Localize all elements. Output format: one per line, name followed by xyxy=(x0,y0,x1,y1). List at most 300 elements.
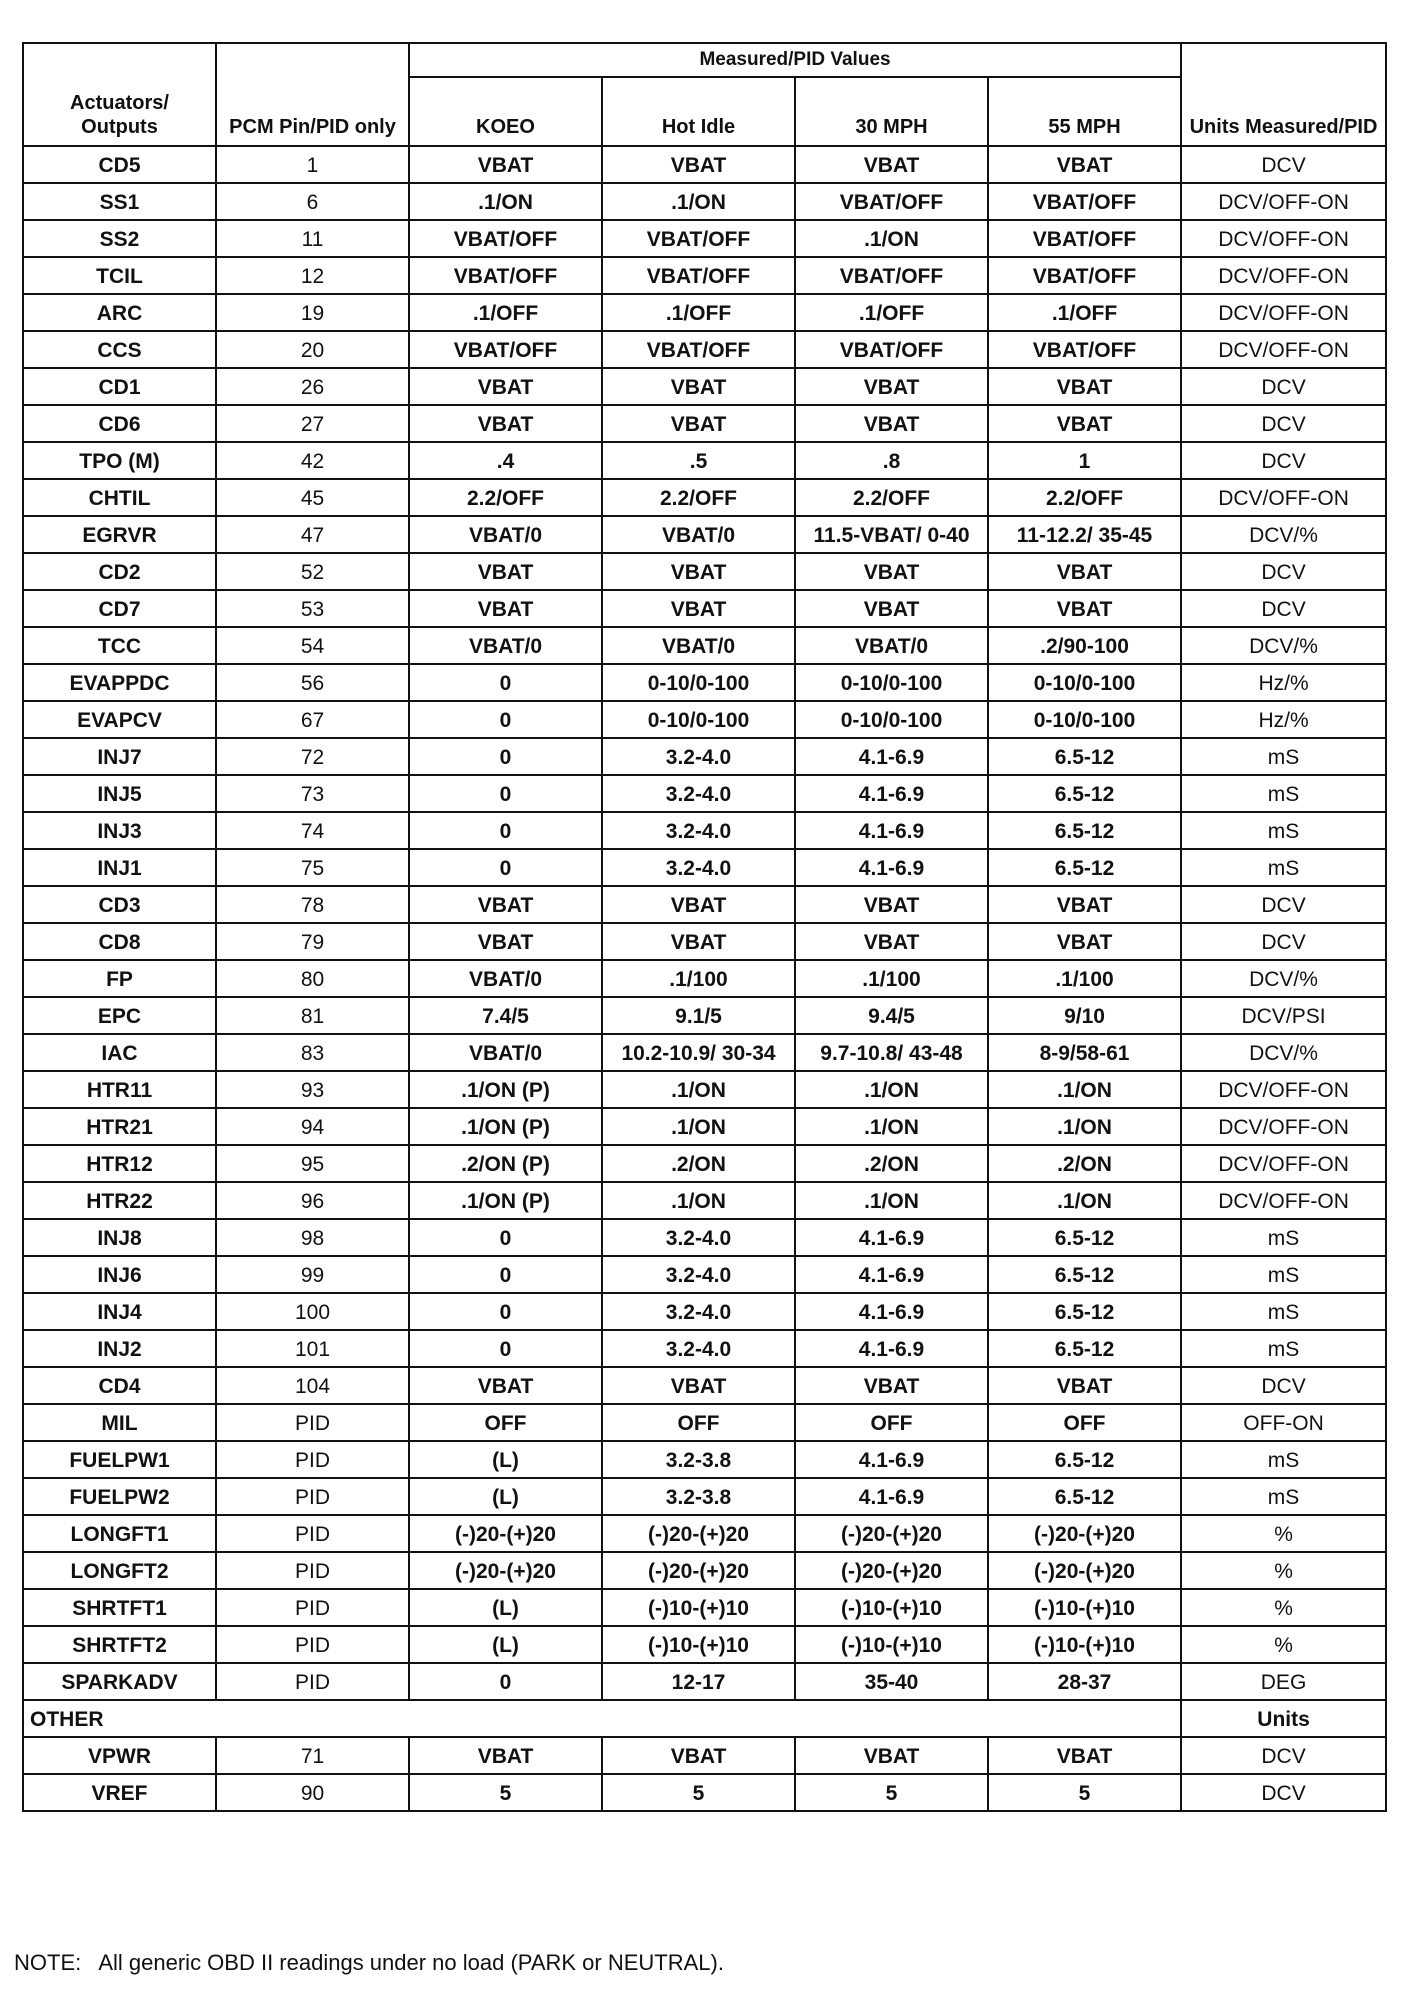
pid-values-sheet xyxy=(22,42,1385,1812)
pcm-pin-cell: PID xyxy=(216,1626,409,1663)
table-row xyxy=(23,146,1386,183)
koeo-value-cell: VBAT xyxy=(409,1737,602,1774)
units-cell: DCV xyxy=(1181,1367,1386,1404)
30mph-value-cell: VBAT/0 xyxy=(795,627,988,664)
hot-idle-value-cell: 3.2-4.0 xyxy=(602,1330,795,1367)
condition-header-30mph: 30 MPH xyxy=(795,77,988,146)
output-name-cell: ARC xyxy=(23,294,216,331)
output-name-cell: HTR22 xyxy=(23,1182,216,1219)
55mph-value-cell: 6.5-12 xyxy=(988,1441,1181,1478)
table-row xyxy=(23,1256,1386,1293)
output-name-cell: INJ7 xyxy=(23,738,216,775)
pcm-pin-cell: 96 xyxy=(216,1182,409,1219)
table-row xyxy=(23,1626,1386,1663)
table-row xyxy=(23,442,1386,479)
hot-idle-value-cell: .1/100 xyxy=(602,960,795,997)
55mph-value-cell: (-)10-(+)10 xyxy=(988,1626,1181,1663)
30mph-value-cell: 4.1-6.9 xyxy=(795,849,988,886)
table-row xyxy=(23,997,1386,1034)
table-row xyxy=(23,1737,1386,1774)
table-row xyxy=(23,1441,1386,1478)
table-row xyxy=(23,590,1386,627)
units-cell: % xyxy=(1181,1589,1386,1626)
table-row xyxy=(23,1330,1386,1367)
30mph-value-cell: (-)20-(+)20 xyxy=(795,1515,988,1552)
koeo-value-cell: (L) xyxy=(409,1478,602,1515)
koeo-value-cell: 0 xyxy=(409,1256,602,1293)
measured-values-header: Measured/PID Values xyxy=(409,43,1181,77)
koeo-value-cell: VBAT/0 xyxy=(409,960,602,997)
30mph-value-cell: VBAT xyxy=(795,405,988,442)
55mph-value-cell: 9/10 xyxy=(988,997,1181,1034)
koeo-value-cell: VBAT xyxy=(409,368,602,405)
output-name-cell: EVAPPDC xyxy=(23,664,216,701)
condition-header-hot-idle: Hot Idle xyxy=(602,77,795,146)
pcm-pin-cell: 72 xyxy=(216,738,409,775)
koeo-value-cell: (-)20-(+)20 xyxy=(409,1515,602,1552)
hot-idle-value-cell: OFF xyxy=(602,1404,795,1441)
output-name-cell: INJ3 xyxy=(23,812,216,849)
hot-idle-value-cell: VBAT xyxy=(602,146,795,183)
table-row xyxy=(23,516,1386,553)
pcm-pin-cell: 98 xyxy=(216,1219,409,1256)
55mph-value-cell: .1/ON xyxy=(988,1108,1181,1145)
table-row xyxy=(23,1108,1386,1145)
output-name-cell: LONGFT1 xyxy=(23,1515,216,1552)
units-cell: DCV/OFF-ON xyxy=(1181,479,1386,516)
hot-idle-value-cell: VBAT/0 xyxy=(602,627,795,664)
hot-idle-value-cell: 3.2-4.0 xyxy=(602,775,795,812)
pcm-pin-cell: 19 xyxy=(216,294,409,331)
koeo-value-cell: 0 xyxy=(409,849,602,886)
hot-idle-value-cell: .1/ON xyxy=(602,1182,795,1219)
hot-idle-value-cell: .1/ON xyxy=(602,1108,795,1145)
55mph-value-cell: 6.5-12 xyxy=(988,1219,1181,1256)
pcm-pin-cell: 73 xyxy=(216,775,409,812)
units-cell: mS xyxy=(1181,1441,1386,1478)
koeo-value-cell: 0 xyxy=(409,1219,602,1256)
units-cell: Hz/% xyxy=(1181,701,1386,738)
30mph-value-cell: VBAT xyxy=(795,368,988,405)
55mph-value-cell: VBAT xyxy=(988,923,1181,960)
koeo-value-cell: 0 xyxy=(409,664,602,701)
other-units-label: Units xyxy=(1181,1700,1386,1737)
55mph-value-cell: VBAT/OFF xyxy=(988,220,1181,257)
table-row xyxy=(23,183,1386,220)
output-name-cell: INJ4 xyxy=(23,1293,216,1330)
pcm-pin-cell: PID xyxy=(216,1478,409,1515)
pcm-pin-cell: 12 xyxy=(216,257,409,294)
55mph-value-cell: .1/OFF xyxy=(988,294,1181,331)
other-header-row xyxy=(23,1700,1386,1737)
units-cell: DCV/OFF-ON xyxy=(1181,294,1386,331)
pcm-pin-cell: 80 xyxy=(216,960,409,997)
55mph-value-cell: 1 xyxy=(988,442,1181,479)
units-cell: DCV/% xyxy=(1181,627,1386,664)
output-name-cell: TPO (M) xyxy=(23,442,216,479)
30mph-value-cell: .1/ON xyxy=(795,1071,988,1108)
55mph-value-cell: 5 xyxy=(988,1774,1181,1811)
units-cell: DCV xyxy=(1181,553,1386,590)
table-row xyxy=(23,1071,1386,1108)
hot-idle-value-cell: VBAT xyxy=(602,368,795,405)
output-name-cell: INJ5 xyxy=(23,775,216,812)
30mph-value-cell: VBAT/OFF xyxy=(795,183,988,220)
30mph-value-cell: (-)10-(+)10 xyxy=(795,1589,988,1626)
koeo-value-cell: .1/OFF xyxy=(409,294,602,331)
output-name-cell: TCIL xyxy=(23,257,216,294)
55mph-value-cell: VBAT xyxy=(988,405,1181,442)
table-row xyxy=(23,1145,1386,1182)
units-cell: mS xyxy=(1181,1293,1386,1330)
koeo-value-cell: 7.4/5 xyxy=(409,997,602,1034)
output-name-cell: SHRTFT2 xyxy=(23,1626,216,1663)
hot-idle-value-cell: VBAT/OFF xyxy=(602,257,795,294)
hot-idle-value-cell: .1/OFF xyxy=(602,294,795,331)
hot-idle-value-cell: (-)10-(+)10 xyxy=(602,1589,795,1626)
55mph-value-cell: .1/100 xyxy=(988,960,1181,997)
output-name-cell: HTR21 xyxy=(23,1108,216,1145)
55mph-value-cell: VBAT xyxy=(988,1367,1181,1404)
table-row xyxy=(23,405,1386,442)
koeo-value-cell: .1/ON (P) xyxy=(409,1108,602,1145)
units-cell: DCV xyxy=(1181,1737,1386,1774)
table-row xyxy=(23,1182,1386,1219)
output-name-cell: SS1 xyxy=(23,183,216,220)
output-name-cell: IAC xyxy=(23,1034,216,1071)
output-name-cell: TCC xyxy=(23,627,216,664)
55mph-value-cell: 6.5-12 xyxy=(988,1330,1181,1367)
55mph-value-cell: 6.5-12 xyxy=(988,775,1181,812)
pcm-pin-cell: 79 xyxy=(216,923,409,960)
output-name-cell: CCS xyxy=(23,331,216,368)
output-name-cell: VPWR xyxy=(23,1737,216,1774)
units-cell: DCV/OFF-ON xyxy=(1181,1182,1386,1219)
koeo-value-cell: VBAT/OFF xyxy=(409,257,602,294)
units-cell: DCV xyxy=(1181,146,1386,183)
pcm-pin-cell: PID xyxy=(216,1404,409,1441)
table-row xyxy=(23,664,1386,701)
hot-idle-value-cell: .1/ON xyxy=(602,1071,795,1108)
units-cell: DCV/OFF-ON xyxy=(1181,183,1386,220)
actuators-header: Actuators/ Outputs xyxy=(23,43,216,146)
30mph-value-cell: 0-10/0-100 xyxy=(795,701,988,738)
koeo-value-cell: VBAT/0 xyxy=(409,1034,602,1071)
units-cell: DCV/OFF-ON xyxy=(1181,1071,1386,1108)
pcm-pin-cell: 54 xyxy=(216,627,409,664)
pcm-pin-cell: 74 xyxy=(216,812,409,849)
hot-idle-value-cell: 3.2-4.0 xyxy=(602,738,795,775)
units-cell: DCV/% xyxy=(1181,960,1386,997)
units-cell: DCV/% xyxy=(1181,1034,1386,1071)
condition-header-55mph: 55 MPH xyxy=(988,77,1181,146)
30mph-value-cell: 35-40 xyxy=(795,1663,988,1700)
koeo-value-cell: 2.2/OFF xyxy=(409,479,602,516)
hot-idle-value-cell: VBAT/OFF xyxy=(602,220,795,257)
hot-idle-value-cell: 3.2-3.8 xyxy=(602,1478,795,1515)
output-name-cell: CD4 xyxy=(23,1367,216,1404)
table-row xyxy=(23,257,1386,294)
pcm-pin-cell: 81 xyxy=(216,997,409,1034)
pcm-pin-cell: 94 xyxy=(216,1108,409,1145)
units-cell: % xyxy=(1181,1626,1386,1663)
30mph-value-cell: 4.1-6.9 xyxy=(795,1441,988,1478)
output-name-cell: CHTIL xyxy=(23,479,216,516)
table-row xyxy=(23,1663,1386,1700)
hot-idle-value-cell: 12-17 xyxy=(602,1663,795,1700)
30mph-value-cell: VBAT xyxy=(795,1737,988,1774)
table-row xyxy=(23,775,1386,812)
pcm-pin-cell: 93 xyxy=(216,1071,409,1108)
table-row xyxy=(23,701,1386,738)
koeo-value-cell: VBAT xyxy=(409,886,602,923)
hot-idle-value-cell: VBAT xyxy=(602,1367,795,1404)
units-cell: DCV xyxy=(1181,405,1386,442)
30mph-value-cell: (-)10-(+)10 xyxy=(795,1626,988,1663)
pin-header: PCM Pin/PID only xyxy=(216,43,409,146)
output-name-cell: FUELPW1 xyxy=(23,1441,216,1478)
header-row-top xyxy=(23,43,1386,77)
koeo-value-cell: VBAT xyxy=(409,1367,602,1404)
output-name-cell: MIL xyxy=(23,1404,216,1441)
55mph-value-cell: VBAT xyxy=(988,553,1181,590)
units-cell: mS xyxy=(1181,812,1386,849)
koeo-value-cell: 0 xyxy=(409,738,602,775)
actuator-outputs-table xyxy=(22,42,1387,1812)
30mph-value-cell: 9.7-10.8/ 43-48 xyxy=(795,1034,988,1071)
55mph-value-cell: 6.5-12 xyxy=(988,1478,1181,1515)
output-name-cell: SHRTFT1 xyxy=(23,1589,216,1626)
30mph-value-cell: 9.4/5 xyxy=(795,997,988,1034)
output-name-cell: EVAPCV xyxy=(23,701,216,738)
pcm-pin-cell: 75 xyxy=(216,849,409,886)
koeo-value-cell: VBAT/0 xyxy=(409,627,602,664)
units-cell: DCV/OFF-ON xyxy=(1181,220,1386,257)
output-name-cell: SPARKADV xyxy=(23,1663,216,1700)
koeo-value-cell: (-)20-(+)20 xyxy=(409,1552,602,1589)
table-body xyxy=(23,146,1386,1700)
30mph-value-cell: OFF xyxy=(795,1404,988,1441)
hot-idle-value-cell: (-)20-(+)20 xyxy=(602,1515,795,1552)
pcm-pin-cell: 90 xyxy=(216,1774,409,1811)
output-name-cell: EPC xyxy=(23,997,216,1034)
55mph-value-cell: 0-10/0-100 xyxy=(988,701,1181,738)
koeo-value-cell: .1/ON xyxy=(409,183,602,220)
table-row xyxy=(23,886,1386,923)
output-name-cell: CD2 xyxy=(23,553,216,590)
output-name-cell: INJ1 xyxy=(23,849,216,886)
30mph-value-cell: VBAT/OFF xyxy=(795,257,988,294)
koeo-value-cell: 5 xyxy=(409,1774,602,1811)
units-cell: DCV xyxy=(1181,590,1386,627)
30mph-value-cell: 11.5-VBAT/ 0-40 xyxy=(795,516,988,553)
30mph-value-cell: 4.1-6.9 xyxy=(795,775,988,812)
hot-idle-value-cell: 0-10/0-100 xyxy=(602,701,795,738)
units-cell: mS xyxy=(1181,1478,1386,1515)
units-cell: % xyxy=(1181,1515,1386,1552)
table-row xyxy=(23,1219,1386,1256)
koeo-value-cell: OFF xyxy=(409,1404,602,1441)
output-name-cell: CD5 xyxy=(23,146,216,183)
30mph-value-cell: 4.1-6.9 xyxy=(795,1219,988,1256)
koeo-value-cell: VBAT xyxy=(409,590,602,627)
koeo-value-cell: (L) xyxy=(409,1589,602,1626)
55mph-value-cell: 6.5-12 xyxy=(988,1256,1181,1293)
hot-idle-value-cell: 5 xyxy=(602,1774,795,1811)
30mph-value-cell: .1/ON xyxy=(795,1108,988,1145)
30mph-value-cell: VBAT xyxy=(795,923,988,960)
table-row xyxy=(23,849,1386,886)
table-row xyxy=(23,331,1386,368)
koeo-value-cell: VBAT xyxy=(409,923,602,960)
table-row xyxy=(23,1774,1386,1811)
output-name-cell: FUELPW2 xyxy=(23,1478,216,1515)
pcm-pin-cell: 6 xyxy=(216,183,409,220)
units-cell: mS xyxy=(1181,738,1386,775)
table-row xyxy=(23,553,1386,590)
55mph-value-cell: (-)10-(+)10 xyxy=(988,1589,1181,1626)
koeo-value-cell: .4 xyxy=(409,442,602,479)
pcm-pin-cell: 83 xyxy=(216,1034,409,1071)
55mph-value-cell: .2/90-100 xyxy=(988,627,1181,664)
output-name-cell: INJ2 xyxy=(23,1330,216,1367)
pcm-pin-cell: PID xyxy=(216,1515,409,1552)
units-cell: mS xyxy=(1181,1219,1386,1256)
table-row xyxy=(23,1552,1386,1589)
koeo-value-cell: 0 xyxy=(409,1330,602,1367)
hot-idle-value-cell: .5 xyxy=(602,442,795,479)
hot-idle-value-cell: 3.2-4.0 xyxy=(602,1256,795,1293)
table-row xyxy=(23,368,1386,405)
hot-idle-value-cell: VBAT xyxy=(602,553,795,590)
55mph-value-cell: 11-12.2/ 35-45 xyxy=(988,516,1181,553)
55mph-value-cell: 6.5-12 xyxy=(988,812,1181,849)
55mph-value-cell: 2.2/OFF xyxy=(988,479,1181,516)
hot-idle-value-cell: 3.2-4.0 xyxy=(602,812,795,849)
30mph-value-cell: VBAT xyxy=(795,886,988,923)
units-cell: DCV/OFF-ON xyxy=(1181,1145,1386,1182)
output-name-cell: INJ6 xyxy=(23,1256,216,1293)
hot-idle-value-cell: (-)10-(+)10 xyxy=(602,1626,795,1663)
55mph-value-cell: .1/ON xyxy=(988,1182,1181,1219)
30mph-value-cell: 0-10/0-100 xyxy=(795,664,988,701)
koeo-value-cell: 0 xyxy=(409,812,602,849)
pcm-pin-cell: 53 xyxy=(216,590,409,627)
units-cell: mS xyxy=(1181,849,1386,886)
table-row xyxy=(23,1589,1386,1626)
output-name-cell: SS2 xyxy=(23,220,216,257)
55mph-value-cell: VBAT xyxy=(988,886,1181,923)
30mph-value-cell: 4.1-6.9 xyxy=(795,812,988,849)
output-name-cell: CD7 xyxy=(23,590,216,627)
output-name-cell: CD8 xyxy=(23,923,216,960)
koeo-value-cell: .2/ON (P) xyxy=(409,1145,602,1182)
30mph-value-cell: 4.1-6.9 xyxy=(795,1330,988,1367)
table-row xyxy=(23,1034,1386,1071)
pcm-pin-cell: 56 xyxy=(216,664,409,701)
hot-idle-value-cell: 10.2-10.9/ 30-34 xyxy=(602,1034,795,1071)
koeo-value-cell: VBAT/0 xyxy=(409,516,602,553)
pcm-pin-cell: 71 xyxy=(216,1737,409,1774)
hot-idle-value-cell: 9.1/5 xyxy=(602,997,795,1034)
footnote: NOTE: All generic OBD II readings under no load (PARK or NEUTRAL). xyxy=(14,1950,724,1975)
55mph-value-cell: 6.5-12 xyxy=(988,738,1181,775)
koeo-value-cell: .1/ON (P) xyxy=(409,1071,602,1108)
hot-idle-value-cell: VBAT xyxy=(602,1737,795,1774)
table-row xyxy=(23,960,1386,997)
hot-idle-value-cell: .2/ON xyxy=(602,1145,795,1182)
30mph-value-cell: 2.2/OFF xyxy=(795,479,988,516)
koeo-value-cell: VBAT xyxy=(409,405,602,442)
output-name-cell: LONGFT2 xyxy=(23,1552,216,1589)
output-name-cell: CD1 xyxy=(23,368,216,405)
units-cell: DCV/% xyxy=(1181,516,1386,553)
other-label: OTHER xyxy=(23,1700,1181,1737)
table-row xyxy=(23,1293,1386,1330)
output-name-cell: VREF xyxy=(23,1774,216,1811)
55mph-value-cell: VBAT xyxy=(988,1737,1181,1774)
table-row xyxy=(23,627,1386,664)
hot-idle-value-cell: 0-10/0-100 xyxy=(602,664,795,701)
30mph-value-cell: 4.1-6.9 xyxy=(795,1478,988,1515)
30mph-value-cell: .1/ON xyxy=(795,220,988,257)
hot-idle-value-cell: 3.2-4.0 xyxy=(602,849,795,886)
pcm-pin-cell: 101 xyxy=(216,1330,409,1367)
table-row xyxy=(23,1515,1386,1552)
hot-idle-value-cell: 3.2-4.0 xyxy=(602,1219,795,1256)
table-row xyxy=(23,220,1386,257)
pcm-pin-cell: PID xyxy=(216,1441,409,1478)
pcm-pin-cell: 67 xyxy=(216,701,409,738)
units-cell: DCV/OFF-ON xyxy=(1181,257,1386,294)
30mph-value-cell: .1/100 xyxy=(795,960,988,997)
55mph-value-cell: VBAT/OFF xyxy=(988,183,1181,220)
koeo-value-cell: 0 xyxy=(409,1663,602,1700)
30mph-value-cell: VBAT xyxy=(795,146,988,183)
table-row xyxy=(23,1404,1386,1441)
hot-idle-value-cell: VBAT xyxy=(602,405,795,442)
55mph-value-cell: 6.5-12 xyxy=(988,849,1181,886)
55mph-value-cell: VBAT xyxy=(988,590,1181,627)
table-row xyxy=(23,738,1386,775)
hot-idle-value-cell: VBAT xyxy=(602,886,795,923)
55mph-value-cell: VBAT xyxy=(988,368,1181,405)
koeo-value-cell: VBAT xyxy=(409,553,602,590)
pcm-pin-cell: 52 xyxy=(216,553,409,590)
55mph-value-cell: (-)20-(+)20 xyxy=(988,1515,1181,1552)
hot-idle-value-cell: 3.2-4.0 xyxy=(602,1293,795,1330)
55mph-value-cell: VBAT/OFF xyxy=(988,331,1181,368)
koeo-value-cell: VBAT/OFF xyxy=(409,220,602,257)
koeo-value-cell: (L) xyxy=(409,1626,602,1663)
30mph-value-cell: 4.1-6.9 xyxy=(795,1256,988,1293)
30mph-value-cell: VBAT xyxy=(795,553,988,590)
units-cell: mS xyxy=(1181,1256,1386,1293)
koeo-value-cell: (L) xyxy=(409,1441,602,1478)
30mph-value-cell: 4.1-6.9 xyxy=(795,1293,988,1330)
pcm-pin-cell: PID xyxy=(216,1552,409,1589)
units-cell: DCV/PSI xyxy=(1181,997,1386,1034)
units-cell: DCV/OFF-ON xyxy=(1181,331,1386,368)
output-name-cell: HTR12 xyxy=(23,1145,216,1182)
hot-idle-value-cell: .1/ON xyxy=(602,183,795,220)
table-row xyxy=(23,479,1386,516)
30mph-value-cell: VBAT xyxy=(795,590,988,627)
pcm-pin-cell: 26 xyxy=(216,368,409,405)
units-cell: % xyxy=(1181,1552,1386,1589)
30mph-value-cell: VBAT xyxy=(795,1367,988,1404)
output-name-cell: CD6 xyxy=(23,405,216,442)
